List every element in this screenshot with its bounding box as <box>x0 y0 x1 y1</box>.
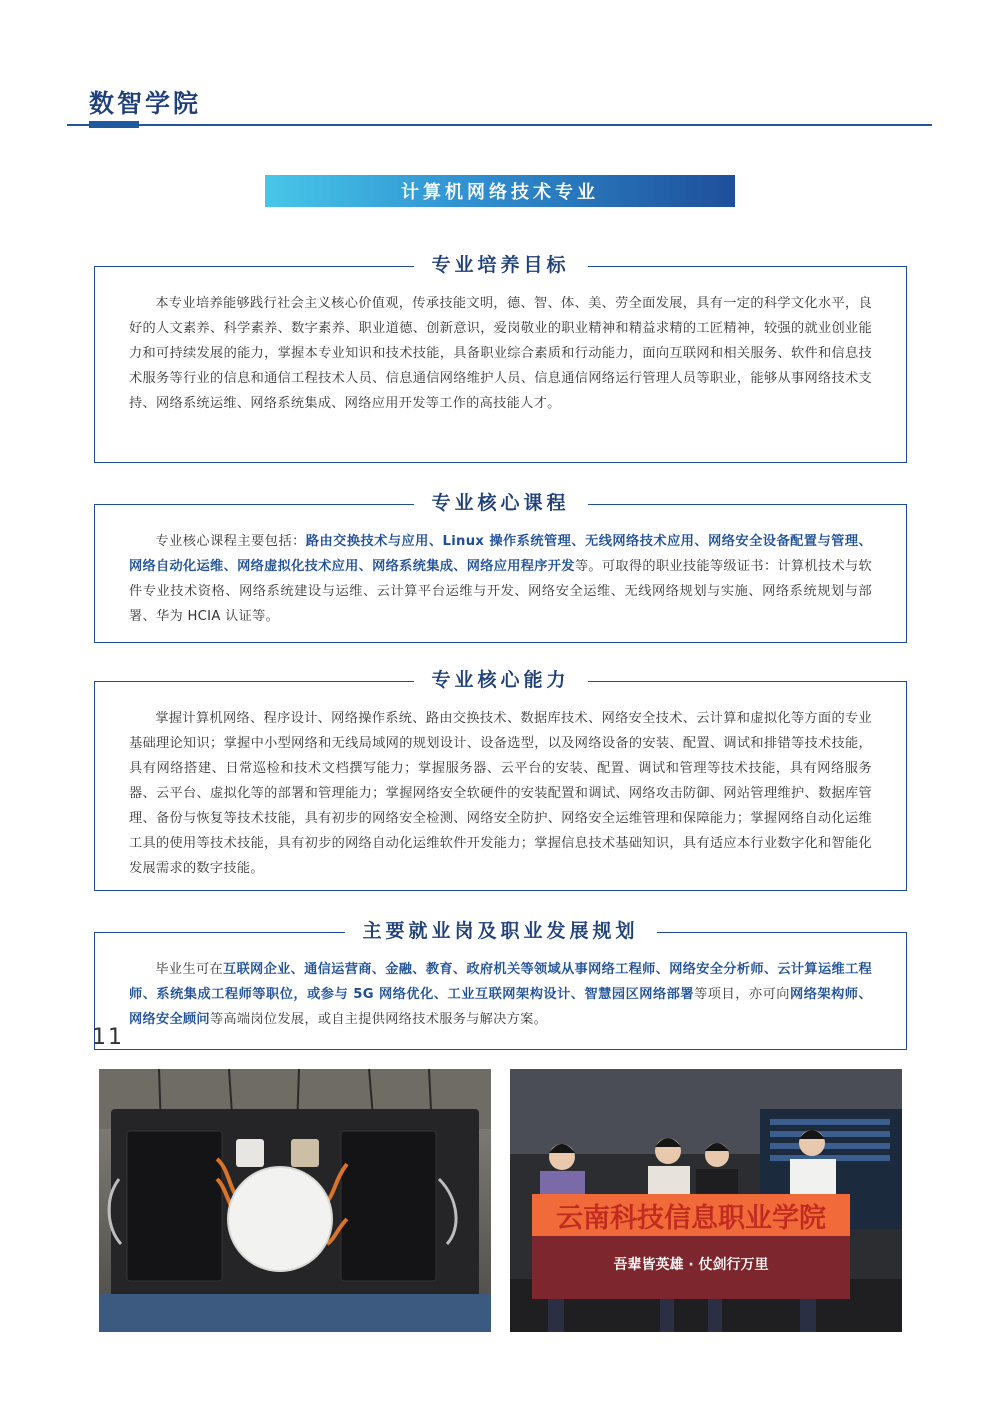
section-training-goal <box>94 254 907 463</box>
courses-list: 路由交换技术与应用、Linux 操作系统管理、无线网络技术应用、网络安全设备配置与管理、网络自动化运维、网络虚拟化技术应用、网络系统集成、网络应用程序开发 <box>129 534 872 574</box>
section-title: 主要就业岗及职业发展规划 <box>344 918 656 944</box>
header-divider <box>67 124 932 126</box>
section-core-courses <box>94 492 907 643</box>
banner-slogan: 吾辈皆英雄 · 仗剑行万里 <box>613 1257 769 1273</box>
students-banner-photo <box>510 1069 902 1332</box>
career-highlight: 网络架构师、网络安全顾问 <box>129 987 872 1027</box>
courses-rest: 等。可取得的职业技能等级证书：计算机技术与软件专业技术资格、网络系统建设与运维、云计算平台运维与开发、网络安全运维、无线网络规划与实施、网络系统规划与部署、华为 HCIA 认证等。 <box>129 559 872 624</box>
header-accent-bar <box>89 121 139 128</box>
school-title: 数智学院 <box>89 89 202 118</box>
career-text: 等项目，亦可向 <box>694 987 790 1002</box>
page-number: 11 <box>92 1025 124 1050</box>
section-title: 专业核心能力 <box>413 667 587 693</box>
network-equipment-photo <box>99 1069 491 1332</box>
section-paragraph <box>95 505 906 629</box>
section-paragraph: 本专业培养能够践行社会主义核心价值观，传承技能文明，德、智、体、美、劳全面发展，具有一定的科学文化水平，良好的人文素养、科学素养、数字素养、职业道德、创新意识，爱岗敬业的职业精神和精益求精的工匠精神，较强的就业创业能力和可持续发展的能力，掌握本专业知识和技术技能，具备职业综合素质和行动能力，面向互联网和相关服务、软件和信息技术服务等行业的信息和通信工程技术人员、信息通信网络维护人员、信息通信网络运行管理人员等职业，能够从事网络技术支持、网络系统运维、网络系统集成、网络应用开发等工作的高技能人才。 <box>129 296 872 411</box>
major-title-banner: 计算机网络技术专业 <box>265 175 735 207</box>
career-highlight: 互联网企业、通信运营商、金融、教育、政府机关等领域从事网络工程师、网络安全分析师、云计算运维工程师、系统集成工程师等职位，或参与 5G 网络优化、工业互联网架构设计、智慧园区网络部署 <box>129 962 872 1002</box>
section-paragraph <box>95 933 906 1032</box>
students-banner-illustration <box>510 1069 902 1332</box>
section-title: 专业培养目标 <box>413 252 587 278</box>
career-text: 等高端岗位发展，或自主提供网络技术服务与解决方案。 <box>209 1012 548 1027</box>
section-core-abilities <box>94 669 907 891</box>
career-text: 毕业生可在 <box>155 962 223 977</box>
section-paragraph: 掌握计算机网络、程序设计、网络操作系统、路由交换技术、数据库技术、网络安全技术、云计算和虚拟化等方面的专业基础理论知识；掌握中小型网络和无线局域网的规划设计、设备选型，以及网络设备的安装、配置、调试和排错等技术技能，具有网络搭建、日常巡检和技术文档撰写能力；掌握服务器、云平台的安装、配置、调试和管理等技术技能，具有网络服务器、云平台、虚拟化等的部署和管理能力；掌握网络安全软硬件的安装配置和调试、网络攻击防御、网站管理维护、数据库管理、备份与恢复等技术技能，具有初步的网络安全检测、网络安全防护、网络安全运维管理和保障能力；掌握网络自动化运维工具的使用等技术技能，具有初步的网络自动化运维软件开发能力；掌握信息技术基础知识，具有适应本行业数字化和智能化发展需求的数字技能。 <box>129 711 872 876</box>
banner-school-name: 云南科技信息职业学院 <box>556 1203 826 1234</box>
section-title: 专业核心课程 <box>413 490 587 516</box>
courses-intro: 专业核心课程主要包括： <box>155 534 306 549</box>
section-career-plan <box>94 920 907 1050</box>
network-equipment-illustration <box>99 1069 491 1332</box>
